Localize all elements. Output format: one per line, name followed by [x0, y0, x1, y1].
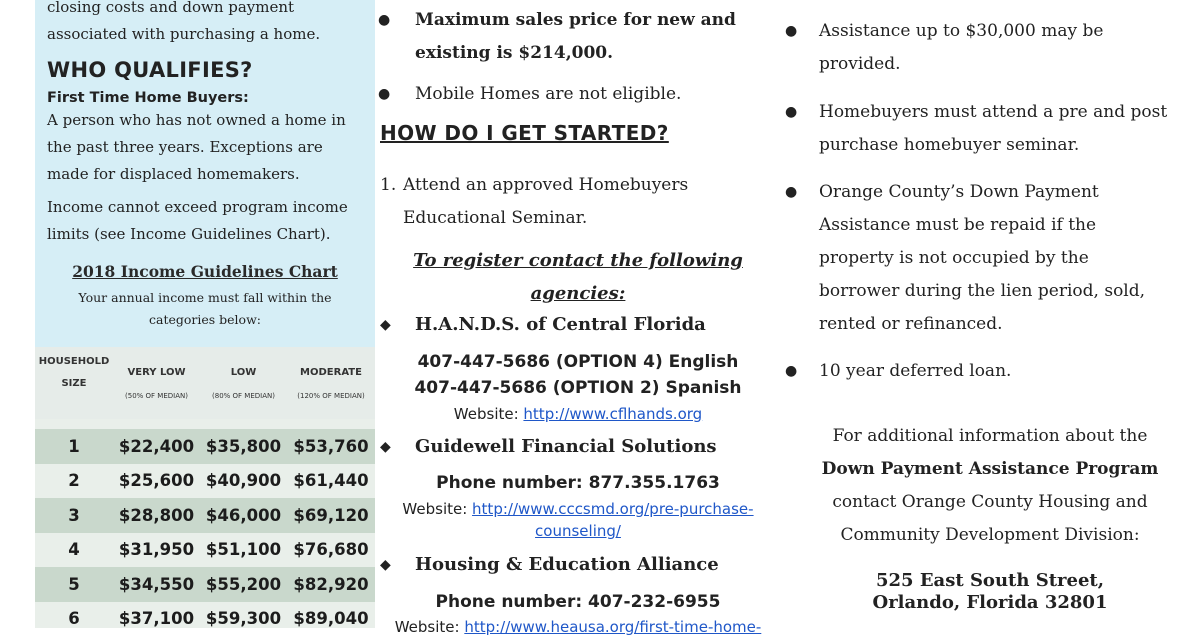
agency-name: H.A.N.D.S. of Central Florida [415, 314, 706, 335]
cell-low: $46,000 [205, 505, 282, 525]
cell-size: 3 [68, 505, 80, 525]
cell-very-low: $28,800 [118, 505, 195, 525]
low-header [200, 347, 287, 419]
cell-low: $35,800 [205, 436, 282, 456]
address-street: 525 East South Street, [876, 570, 1104, 591]
address [785, 570, 1195, 614]
website-link-continued[interactable]: counseling/ [535, 522, 621, 540]
cell-moderate: $82,920 [293, 574, 369, 594]
bullet-icon: ● [785, 363, 798, 379]
cell-size: 2 [68, 471, 80, 491]
address-city: Orlando, Florida 32801 [872, 592, 1108, 613]
table-header [35, 347, 375, 419]
website-link[interactable]: http://www.heausa.org/first-time-home- [464, 618, 762, 636]
info-line: For additional information about the [832, 426, 1148, 446]
bullet-icon: ● [378, 12, 391, 28]
info-line: Community Development Division: [840, 525, 1140, 545]
cell-low: $51,100 [205, 540, 282, 560]
program-name: Down Payment Assistance Program [821, 459, 1159, 479]
agency-website [378, 616, 778, 638]
cell-low: $59,300 [205, 609, 282, 628]
agency-guidewell [380, 436, 717, 457]
bullet-icon: ● [378, 86, 391, 102]
very-low-sub: (50% OF MEDIAN) [125, 392, 188, 400]
cell-very-low: $22,400 [118, 436, 195, 456]
cell-very-low: $34,550 [118, 574, 195, 594]
agency-phone: 407-447-5686 (OPTION 4) English [417, 352, 739, 372]
register-heading: To register contact the following agencies: [413, 250, 743, 304]
table-row [35, 533, 375, 568]
low-sub: (80% OF MEDIAN) [212, 392, 275, 400]
bullet-icon: ● [785, 23, 798, 39]
bullet-text: Orange County’s Down Payment Assistance must be repaid if the property is not occupied by the borrower during the lien period, sold, rented or refinanced. [819, 182, 1146, 334]
intro-text: closing costs and down payment associated with purchasing a home. [47, 0, 321, 43]
table-row [35, 498, 375, 533]
cell-very-low: $31,950 [118, 540, 195, 560]
get-started-heading: HOW DO I GET STARTED? [380, 121, 669, 145]
table-row [35, 429, 375, 464]
income-chart-subtitle: Your annual income must fall within the categories below: [78, 290, 332, 327]
bullet-text: Assistance up to $30,000 may be provided. [819, 21, 1104, 74]
very-low-header [113, 347, 200, 419]
website-label: Website: [394, 618, 465, 636]
step-text: Attend an approved Homebuyers Educational Seminar. [403, 175, 689, 228]
agency-hands [380, 314, 706, 335]
website-label: Website: [402, 500, 473, 518]
cell-low: $40,900 [205, 471, 282, 491]
mobile-homes-text: Mobile Homes are not eligible. [415, 84, 682, 104]
website-link[interactable]: http://www.cccsmd.org/pre-purchase- [472, 500, 754, 518]
agency-name: Housing & Education Alliance [415, 554, 719, 575]
who-qualifies-heading: WHO QUALIFIES? [47, 58, 253, 82]
contact-info-block [785, 420, 1195, 552]
mobile-homes-bullet [378, 78, 681, 111]
cell-moderate: $69,120 [293, 505, 369, 525]
table-row [35, 602, 375, 629]
size-header-label: SIZE [61, 378, 87, 389]
household-header-label: HOUSEHOLD [38, 356, 110, 367]
cell-size: 5 [68, 574, 80, 594]
diamond-bullet-icon: ◆ [380, 317, 391, 333]
step-number: 1. [380, 175, 397, 195]
seminar-bullet [785, 96, 1179, 162]
cell-moderate: $53,760 [293, 436, 369, 456]
cell-size: 1 [68, 436, 80, 456]
household-size-header [35, 347, 113, 419]
agency-website [378, 498, 778, 542]
table-row [35, 464, 375, 499]
cell-very-low: $25,600 [118, 471, 195, 491]
table-body [35, 429, 375, 628]
table-divider [35, 419, 375, 429]
website-link[interactable]: http://www.cflhands.org [523, 405, 703, 423]
assistance-amount-bullet [785, 15, 1119, 81]
bullet-icon: ● [785, 104, 798, 120]
moderate-header [287, 347, 375, 419]
info-line: contact Orange County Housing and [832, 492, 1148, 512]
deferred-loan-bullet [785, 355, 1179, 388]
cell-moderate: $89,040 [293, 609, 369, 628]
cell-size: 4 [68, 540, 80, 560]
income-guidelines-table [35, 347, 375, 628]
program-details-panel [785, 0, 1195, 628]
agency-name: Guidewell Financial Solutions [415, 436, 717, 457]
step-1 [380, 169, 733, 235]
cell-low: $55,200 [205, 574, 282, 594]
cell-moderate: $61,440 [293, 471, 369, 491]
agency-housing-education [380, 554, 719, 575]
cell-size: 6 [68, 609, 80, 628]
first-time-buyers-label: First Time Home Buyers: [47, 90, 249, 106]
first-time-buyers-text: A person who has not owned a home in the past three years. Exceptions are made for displaced homemakers. [47, 111, 346, 183]
repayment-bullet [785, 176, 1149, 341]
diamond-bullet-icon: ◆ [380, 557, 391, 573]
diamond-bullet-icon: ◆ [380, 439, 391, 455]
low-label: LOW [230, 367, 257, 378]
moderate-label: MODERATE [300, 367, 362, 378]
agency-phone: 407-447-5686 (OPTION 2) Spanish [414, 378, 742, 398]
moderate-sub: (120% OF MEDIAN) [297, 392, 365, 400]
agency-phone: Phone number: 407-232-6955 [435, 592, 721, 612]
sales-price-text: Maximum sales price for new and existing is $214,000. [415, 10, 736, 63]
bullet-text: Homebuyers must attend a pre and post purchase homebuyer seminar. [819, 102, 1168, 155]
qualifications-panel [35, 0, 375, 628]
bullet-icon: ● [785, 184, 798, 200]
getting-started-panel [378, 0, 778, 636]
sales-price-bullet [378, 4, 765, 70]
cell-moderate: $76,680 [293, 540, 369, 560]
income-chart-title: 2018 Income Guidelines Chart [72, 262, 338, 281]
website-label: Website: [453, 405, 524, 423]
table-row [35, 567, 375, 602]
agency-website [378, 403, 778, 425]
bullet-text: 10 year deferred loan. [819, 361, 1012, 381]
cell-very-low: $37,100 [118, 609, 195, 628]
agency-phone: Phone number: 877.355.1763 [436, 473, 720, 493]
very-low-label: VERY LOW [127, 367, 186, 378]
income-limit-text: Income cannot exceed program income limits (see Income Guidelines Chart). [47, 198, 348, 243]
